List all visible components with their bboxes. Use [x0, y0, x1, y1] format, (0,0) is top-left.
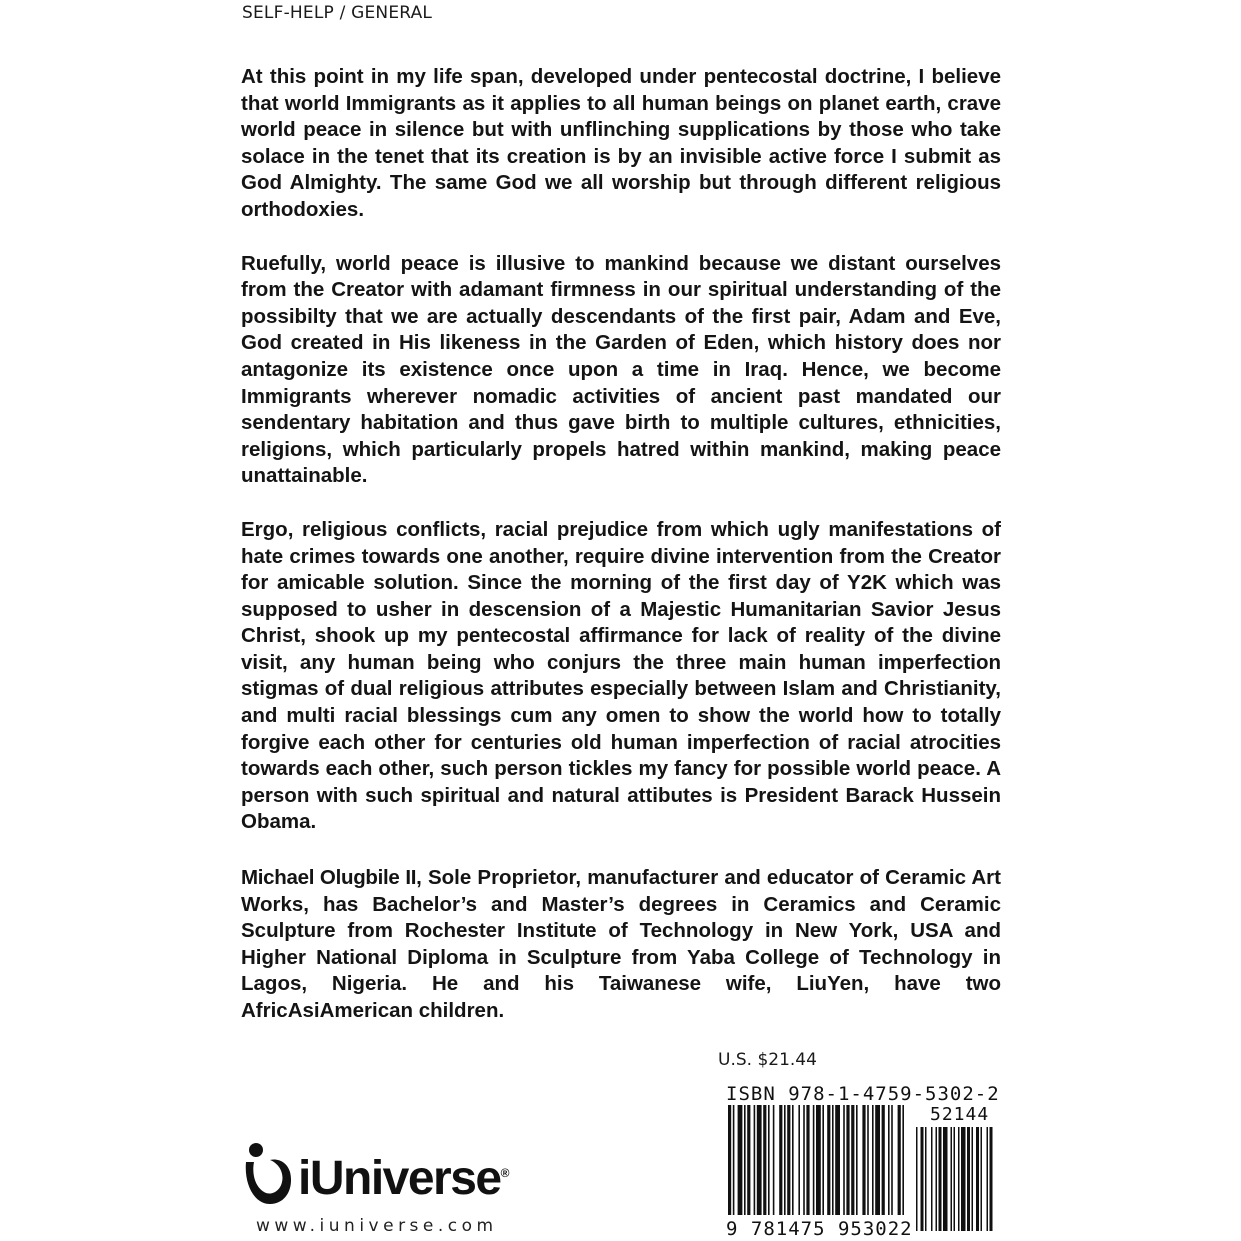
barcode-bar: [754, 1105, 756, 1215]
barcode-bar: [787, 1105, 790, 1215]
publisher-name: [298, 1151, 509, 1206]
barcode-bar: [846, 1105, 849, 1215]
barcode-addon-bar: [981, 1127, 983, 1231]
barcode-bar: [888, 1105, 890, 1215]
publisher-name-text: iUniverse: [298, 1152, 501, 1205]
barcode-bar: [875, 1105, 880, 1215]
barcode-bar: [779, 1105, 782, 1215]
barcode-bar: [813, 1105, 815, 1215]
author-bio-text: , Sole Proprietor, manufacturer and educator of Ceramic Art Works, has Bachelor’s and Master’s degrees in Ceramics and Ceramic Sculpture from Rochester Institute of Technology in New York, USA and Higher National Diploma in Sculpture from Yaba College of Technology in Lagos, Nigeria. He and his Taiwanese wife, LiuYen, have two AfricAsiAmerican children.: [241, 866, 1001, 1022]
barcode-bar: [806, 1105, 809, 1215]
barcode-bar: [747, 1105, 750, 1215]
barcode-bar: [902, 1105, 904, 1215]
barcode-bar: [798, 1105, 800, 1215]
barcode-bar: [784, 1105, 786, 1215]
blurb-paragraph-1: At this point in my life span, developed under pentecostal doctrine, I believe that world Immigrants as it applies to all human beings on planet earth, crave world peace in silence but with unflinching supplications by those who take solace in the tenet that its creation is by an invisible active force I submit as God Almighty. The same God we all worship but through different religious orthodoxies.: [241, 65, 1001, 221]
iuniverse-swirl-icon: [240, 1140, 296, 1210]
barcode-addon-bar: [936, 1127, 938, 1231]
barcode-bar: [728, 1105, 731, 1215]
barcode-bar: [757, 1105, 762, 1215]
barcode-bar: [867, 1105, 869, 1215]
barcode-addon-bar: [961, 1127, 966, 1231]
barcode-bar: [862, 1105, 865, 1215]
barcode-bar: [738, 1105, 743, 1215]
publisher-url: www.iuniverse.com: [256, 1216, 498, 1236]
barcode-bar: [768, 1105, 770, 1215]
barcode-bar: [744, 1105, 746, 1215]
barcode-addon-bar: [939, 1127, 942, 1231]
barcode-addon-bar: [976, 1127, 979, 1231]
barcode-addon-number: 52144: [930, 1104, 990, 1125]
isbn-label: ISBN 978-1-4759-5302-2: [726, 1083, 1000, 1105]
price-label: U.S. $21.44: [718, 1050, 817, 1070]
barcode-addon-bar: [931, 1127, 933, 1231]
barcode-addon-bar: [958, 1127, 960, 1231]
barcode-bar: [792, 1105, 794, 1215]
barcode-bar: [832, 1105, 834, 1215]
author-bio: [241, 865, 1001, 1025]
registered-mark: ®: [500, 1166, 510, 1180]
barcode-bar: [822, 1105, 824, 1215]
category-label: SELF-HELP / GENERAL: [242, 3, 433, 23]
blurb: [241, 64, 1001, 863]
barcode-bar: [835, 1105, 840, 1215]
barcode-addon-bar: [954, 1127, 956, 1231]
barcode-bar: [898, 1105, 901, 1215]
barcode-addon-bar: [987, 1127, 989, 1231]
author-name: Michael Olugbile II: [241, 866, 417, 889]
barcode-bar: [843, 1105, 845, 1215]
barcode-addon-bar: [921, 1127, 924, 1231]
barcode-addon-bar: [967, 1127, 970, 1231]
barcode-bar: [827, 1105, 830, 1215]
barcode-bar: [872, 1105, 874, 1215]
barcode-bar: [851, 1105, 854, 1215]
barcode-number: 9 781475 953022: [726, 1218, 913, 1240]
barcode-addon-bar: [972, 1127, 974, 1231]
barcode-addon-bar: [925, 1127, 927, 1231]
barcode-bar: [733, 1105, 735, 1215]
barcode-addon-bar: [990, 1127, 993, 1231]
barcode-bar: [773, 1105, 775, 1215]
barcode-bar: [882, 1105, 885, 1215]
barcode-bar: [856, 1105, 858, 1215]
blurb-paragraph-2: Ruefully, world peace is illusive to mankind because we distant ourselves from the Creator with adamant firmness in our spiritual understanding of the possibilty that we are actually descendants of the first pair, Adam and Eve, God created in His likeness in the Garden of Eden, which history does nor antagonize its existence once upon a time in Iraq. Hence, we become Immigrants wherever nomadic activities of ancient past mandated our sendentary habitation and thus gave birth to multiple cultures, ethnicities, religions, which particularly propels hatred within mankind, making peace unattainable.: [241, 251, 1001, 488]
blurb-paragraph-3: Ergo, religious conflicts, racial prejudice from which ugly manifestations of hate crimes towards one another, require divine intervention from the Creator for amicable solution. Since the morning of the first day of Y2K which was supposed to usher in descension of a Majestic Humanitarian Savior Jesus Christ, shook up my pentecostal affirmance for lack of reality of the divine visit, any human being who conjurs the three main human imperfection stigmas of dual religious attributes especially between Islam and Christianity, and multi racial blessings cum any omen to show the world how to totally forgive each other for centuries old human imperfection of racial atrocities towards each other, such person tickles my fancy for possible world peace. A person with such spiritual and natural attibutes is President Barack Hussein Obama.: [241, 517, 1001, 834]
barcode-bar: [891, 1105, 893, 1215]
barcode-addon-bar: [943, 1127, 948, 1231]
publisher-logo: [240, 1140, 540, 1220]
barcode-bar: [816, 1105, 821, 1215]
barcode-bar: [803, 1105, 805, 1215]
barcode-addon-bar: [951, 1127, 953, 1231]
barcode-bar: [763, 1105, 766, 1215]
barcode-addon-bar: [916, 1127, 918, 1231]
